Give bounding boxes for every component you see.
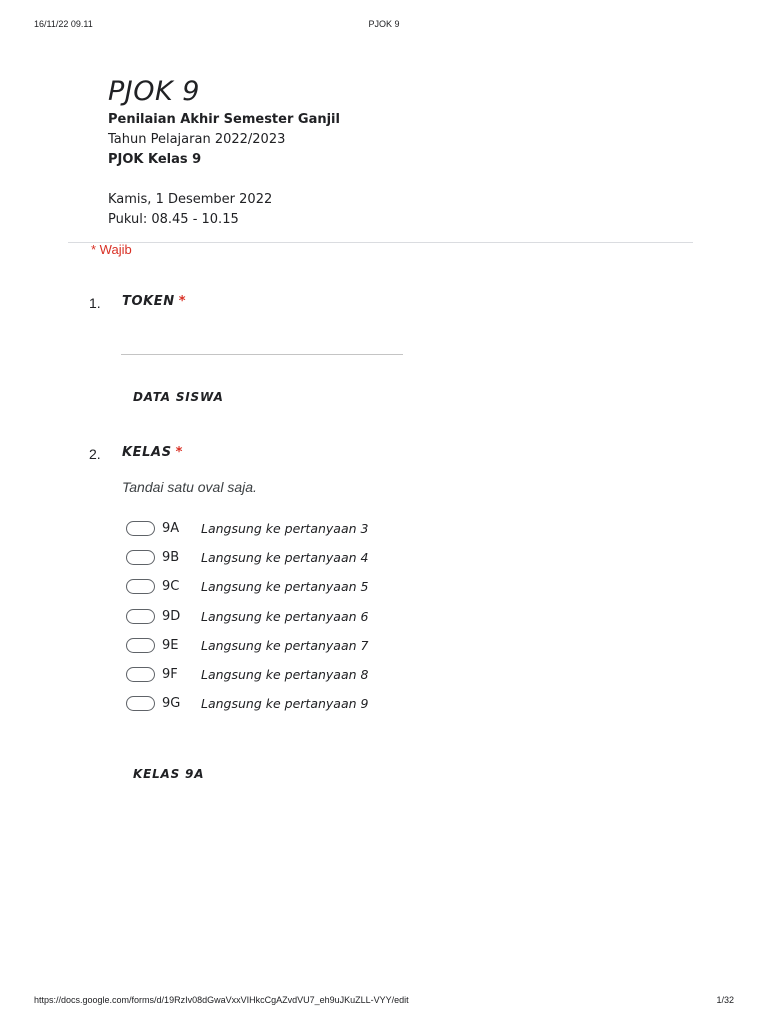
kelas-option-9e[interactable] — [126, 631, 368, 660]
required-note: * Wajib — [91, 242, 132, 257]
radio-oval[interactable] — [126, 579, 155, 594]
option-label: 9F — [162, 667, 178, 683]
radio-oval[interactable] — [126, 696, 155, 711]
desc-line-2: Tahun Pelajaran 2022/2023 — [108, 132, 286, 147]
option-goto: Langsung ke pertanyaan 6 — [201, 608, 369, 624]
option-goto: Langsung ke pertanyaan 9 — [201, 696, 369, 712]
question-1-number: 1. — [89, 295, 101, 311]
option-goto: Langsung ke pertanyaan 4 — [201, 550, 369, 566]
required-mark: * — [178, 294, 187, 309]
radio-oval[interactable] — [126, 521, 155, 536]
option-label: 9G — [162, 696, 181, 712]
kelas-option-9d[interactable] — [126, 602, 368, 631]
section-kelas-9a: KELAS 9A — [133, 767, 205, 781]
kelas-options — [126, 514, 368, 718]
radio-oval[interactable] — [126, 609, 155, 624]
question-1-title-text: TOKEN — [122, 294, 175, 309]
kelas-option-9b[interactable] — [126, 543, 368, 572]
option-label: 9A — [162, 521, 180, 537]
desc-line-3: PJOK Kelas 9 — [108, 152, 202, 167]
token-answer-line[interactable] — [121, 354, 403, 355]
option-label: 9D — [162, 608, 181, 624]
desc-line-4: Kamis, 1 Desember 2022 — [108, 192, 273, 207]
option-label: 9C — [162, 579, 180, 595]
radio-oval[interactable] — [126, 550, 155, 565]
question-2-title — [122, 445, 183, 460]
question-2-title-text: KELAS — [122, 445, 172, 460]
print-doc-title: PJOK 9 — [368, 19, 400, 29]
kelas-option-9c[interactable] — [126, 572, 368, 601]
header-divider — [68, 242, 693, 243]
question-1-title — [122, 294, 186, 309]
radio-oval[interactable] — [126, 667, 155, 682]
print-url: https://docs.google.com/forms/d/19RzIv08dGwaVxxVIHkcCgAZvdVU7_eh9uJKuZLL-VYY/edit — [34, 995, 409, 1005]
kelas-option-9a[interactable] — [126, 514, 368, 543]
option-goto: Langsung ke pertanyaan 5 — [201, 579, 369, 595]
print-page-number: 1/32 — [716, 995, 734, 1005]
kelas-option-9g[interactable] — [126, 689, 368, 718]
print-date: 16/11/22 09.11 — [34, 19, 93, 29]
form-description — [108, 110, 340, 230]
kelas-option-9f[interactable] — [126, 660, 368, 689]
option-goto: Langsung ke pertanyaan 3 — [201, 521, 369, 537]
option-label: 9B — [162, 550, 180, 566]
question-2-help: Tandai satu oval saja. — [122, 479, 257, 495]
required-mark: * — [175, 445, 184, 460]
option-goto: Langsung ke pertanyaan 8 — [201, 667, 369, 683]
option-goto: Langsung ke pertanyaan 7 — [201, 637, 369, 653]
question-2-number: 2. — [89, 446, 101, 462]
radio-oval[interactable] — [126, 638, 155, 653]
form-title: PJOK 9 — [108, 76, 200, 107]
desc-line-5: Pukul: 08.45 - 10.15 — [108, 212, 239, 227]
desc-line-1: Penilaian Akhir Semester Ganjil — [108, 112, 340, 127]
section-data-siswa: DATA SISWA — [133, 390, 224, 404]
option-label: 9E — [162, 637, 179, 653]
